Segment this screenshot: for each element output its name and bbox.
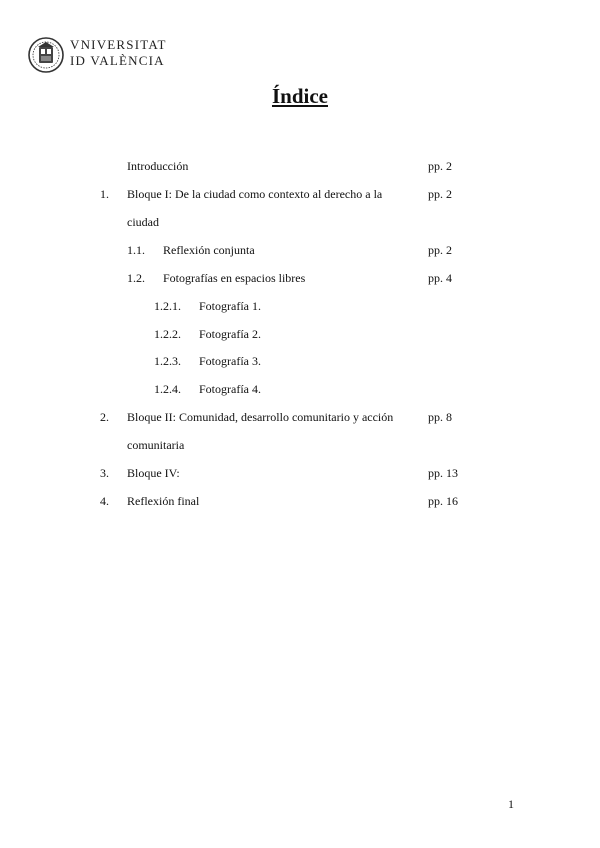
toc-label-continuation: ciudad [127, 215, 159, 229]
toc-label: Fotografía 3. [199, 354, 261, 368]
toc-label: Bloque IV: [127, 466, 180, 480]
toc-label-continuation: comunitaria [127, 438, 185, 452]
toc-number: 1.1. [127, 243, 145, 257]
toc-page: pp. 8 [428, 410, 452, 424]
toc-number: 1.2.4. [154, 382, 181, 396]
toc-page: pp. 16 [428, 494, 458, 508]
page-number: 1 [508, 797, 514, 811]
toc-number: 2. [100, 410, 109, 424]
toc-number: 3. [100, 466, 109, 480]
toc-page: pp. 2 [428, 159, 452, 173]
logo-line-2: ID VALÈNCIA [70, 53, 165, 68]
toc-page: pp. 4 [428, 271, 452, 285]
toc-label: Bloque II: Comunidad, desarrollo comunitario y acción [127, 410, 394, 424]
toc-number: 4. [100, 494, 109, 508]
toc-label: Fotografía 4. [199, 382, 261, 396]
toc-label: Reflexión conjunta [163, 243, 255, 257]
toc-label: Reflexión final [127, 494, 200, 508]
toc-page: pp. 2 [428, 243, 452, 257]
toc-label: Bloque I: De la ciudad como contexto al derecho a la [127, 187, 383, 201]
toc-label: Fotografía 1. [199, 299, 261, 313]
toc-page: pp. 2 [428, 187, 452, 201]
toc-number: 1.2.3. [154, 354, 181, 368]
toc-number: 1. [100, 187, 109, 201]
toc-number: 1.2.1. [154, 299, 181, 313]
university-logo [28, 36, 168, 76]
toc-page: pp. 13 [428, 466, 458, 480]
toc-number: 1.2.2. [154, 327, 181, 341]
toc-number: 1.2. [127, 271, 145, 285]
toc-label: Fotografía 2. [199, 327, 261, 341]
toc-label: Introducción [127, 159, 189, 173]
page-title: Índice [271, 84, 328, 108]
university-seal-icon [28, 36, 64, 74]
toc-label: Fotografías en espacios libres [163, 271, 306, 285]
logo-line-1: VNIVERSITAT [70, 37, 167, 52]
